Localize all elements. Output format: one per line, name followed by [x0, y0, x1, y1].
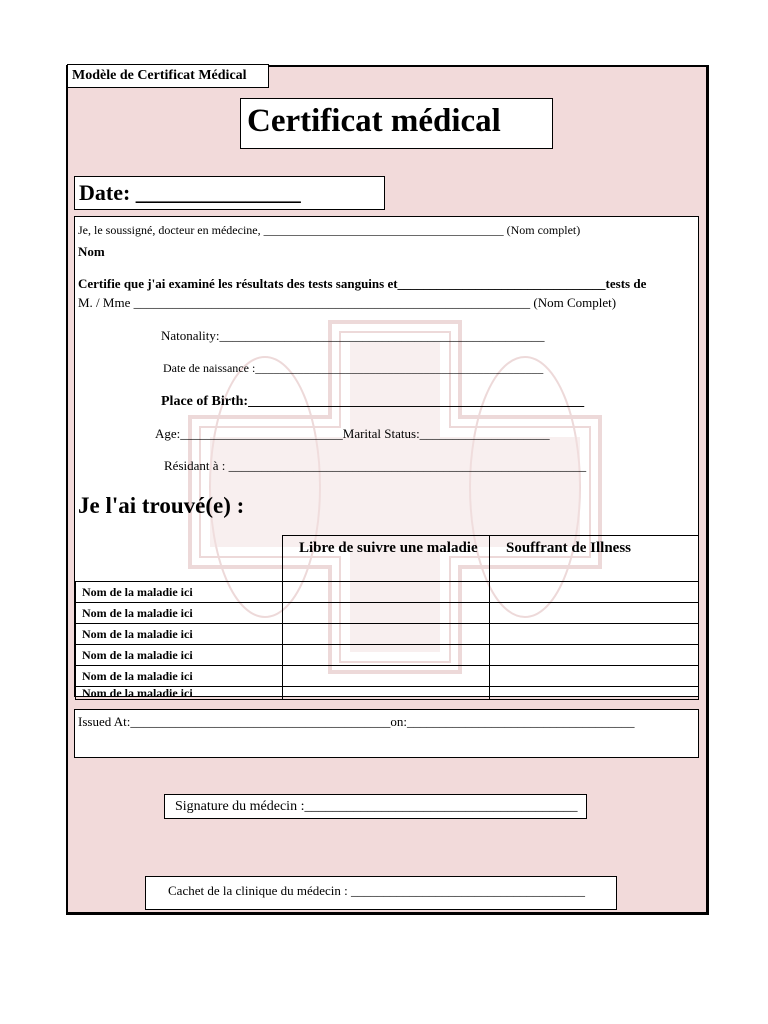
certificate-title: Certificat médical — [240, 98, 553, 149]
birth-date-field[interactable]: Date de naissance :________________________________________________ — [163, 361, 544, 375]
free-checkbox-cell[interactable] — [283, 666, 490, 687]
name-label: Nom — [78, 244, 105, 259]
free-checkbox-cell[interactable] — [283, 624, 490, 645]
certificate-body-panel — [74, 216, 699, 700]
patient-name-line[interactable]: M. / Mme _____________________________________________________________ (Nom Complet) — [78, 295, 617, 310]
table-header-free: Libre de suivre une maladie — [283, 536, 490, 582]
suffering-checkbox-cell[interactable] — [490, 687, 699, 700]
disease-table — [75, 535, 699, 700]
suffering-checkbox-cell[interactable] — [490, 582, 699, 603]
suffering-checkbox-cell[interactable] — [490, 624, 699, 645]
table-row — [76, 666, 699, 687]
clinic-stamp-field[interactable]: Cachet de la clinique du médecin : ____________________________________ — [145, 876, 617, 910]
disease-name-cell: Nom de la maladie ici — [76, 687, 283, 700]
disease-name-cell: Nom de la maladie ici — [76, 582, 283, 603]
disease-name-cell: Nom de la maladie ici — [76, 603, 283, 624]
table-row — [76, 645, 699, 666]
table-row — [76, 582, 699, 603]
table-row — [76, 603, 699, 624]
suffering-checkbox-cell[interactable] — [490, 666, 699, 687]
free-checkbox-cell[interactable] — [283, 687, 490, 700]
resident-field[interactable]: Résidant à : _______________________________________________________ — [164, 458, 587, 473]
found-heading: Je l'ai trouvé(e) : — [78, 493, 245, 518]
disease-name-cell: Nom de la maladie ici — [76, 645, 283, 666]
free-checkbox-cell[interactable] — [283, 582, 490, 603]
table-row — [76, 687, 699, 700]
suffering-checkbox-cell[interactable] — [490, 645, 699, 666]
disease-name-cell: Nom de la maladie ici — [76, 666, 283, 687]
date-field[interactable]: Date: _______________ — [74, 176, 385, 210]
blood-test-line[interactable]: Certifie que j'ai examiné les résultats des tests sanguins et________________________________tests de — [78, 276, 647, 291]
nationality-field[interactable]: Natonality:__________________________________________________ — [161, 328, 545, 343]
doctor-line[interactable]: Je, le soussigné, docteur en médecine, ________________________________________ (Nom complet) — [78, 223, 581, 237]
table-row — [76, 624, 699, 645]
table-header-empty — [76, 536, 283, 582]
table-header-row — [76, 536, 699, 582]
free-checkbox-cell[interactable] — [283, 603, 490, 624]
birth-place-field[interactable]: Place of Birth:________________________________________________ — [161, 394, 585, 409]
issued-at-field[interactable]: Issued At:________________________________________on:___________________________________ — [74, 709, 699, 758]
suffering-checkbox-cell[interactable] — [490, 603, 699, 624]
free-checkbox-cell[interactable] — [283, 645, 490, 666]
table-header-suffering: Souffrant de Illness — [490, 536, 699, 582]
disease-name-cell: Nom de la maladie ici — [76, 624, 283, 645]
template-tab-title: Modèle de Certificat Médical — [67, 64, 269, 88]
age-marital-field[interactable]: Age:_________________________Marital Status:____________________ — [155, 426, 550, 441]
doctor-signature-field[interactable]: Signature du médecin :_______________________________________ — [164, 794, 587, 819]
